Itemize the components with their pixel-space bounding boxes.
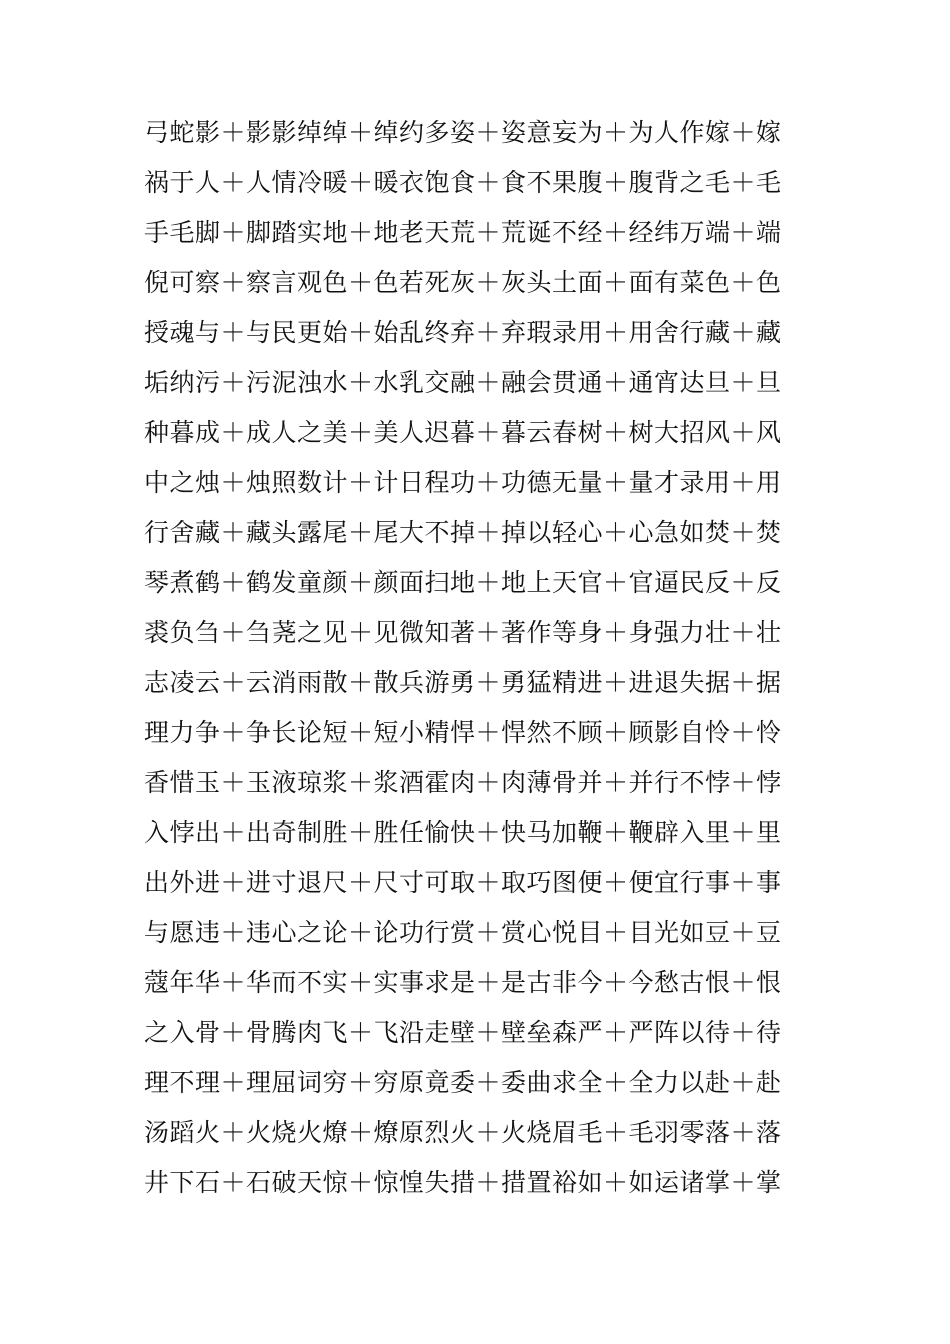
text-line: 井下石＋石破天惊＋惊惶失措＋措置裕如＋如运诸掌＋掌 [144,1168,782,1197]
text-line: 授魂与＋与民更始＋始乱终弃＋弃瑕录用＋用舍行藏＋藏 [144,318,782,347]
text-line: 蔻年华＋华而不实＋实事求是＋是古非今＋今愁古恨＋恨 [144,968,782,997]
text-line: 行舍藏＋藏头露尾＋尾大不掉＋掉以轻心＋心急如焚＋焚 [144,518,782,547]
text-line: 中之烛＋烛照数计＋计日程功＋功德无量＋量才录用＋用 [144,468,782,497]
text-line: 理不理＋理屈词穷＋穷原竟委＋委曲求全＋全力以赴＋赴 [144,1068,782,1097]
text-line: 祸于人＋人情冷暖＋暖衣饱食＋食不果腹＋腹背之毛＋毛 [144,168,782,197]
text-line: 汤蹈火＋火烧火燎＋燎原烈火＋火烧眉毛＋毛羽零落＋落 [144,1118,782,1147]
text-line: 倪可察＋察言观色＋色若死灰＋灰头土面＋面有菜色＋色 [144,268,782,297]
text-line: 与愿违＋违心之论＋论功行赏＋赏心悦目＋目光如豆＋豆 [144,918,782,947]
text-line: 之入骨＋骨腾肉飞＋飞沿走壁＋壁垒森严＋严阵以待＋待 [144,1018,782,1047]
text-line: 种暮成＋成人之美＋美人迟暮＋暮云春树＋树大招风＋风 [144,418,782,447]
text-line: 手毛脚＋脚踏实地＋地老天荒＋荒诞不经＋经纬万端＋端 [144,218,782,247]
idiom-chain-text [144,108,814,1208]
text-line: 出外进＋进寸退尺＋尺寸可取＋取巧图便＋便宜行事＋事 [144,868,782,897]
text-line: 入悖出＋出奇制胜＋胜任愉快＋快马加鞭＋鞭辟入里＋里 [144,818,782,847]
text-line: 志凌云＋云消雨散＋散兵游勇＋勇猛精进＋进退失据＋据 [144,668,782,697]
text-line: 垢纳污＋污泥浊水＋水乳交融＋融会贯通＋通宵达旦＋旦 [144,368,782,397]
text-line: 琴煮鹤＋鹤发童颜＋颜面扫地＋地上天官＋官逼民反＋反 [144,568,782,597]
text-line: 裘负刍＋刍荛之见＋见微知著＋著作等身＋身强力壮＋壮 [144,618,782,647]
text-line: 理力争＋争长论短＋短小精悍＋悍然不顾＋顾影自怜＋怜 [144,718,782,747]
text-line: 弓蛇影＋影影绰绰＋绰约多姿＋姿意妄为＋为人作嫁＋嫁 [144,118,782,147]
text-line: 香惜玉＋玉液琼浆＋浆酒霍肉＋肉薄骨并＋并行不悖＋悖 [144,768,782,797]
